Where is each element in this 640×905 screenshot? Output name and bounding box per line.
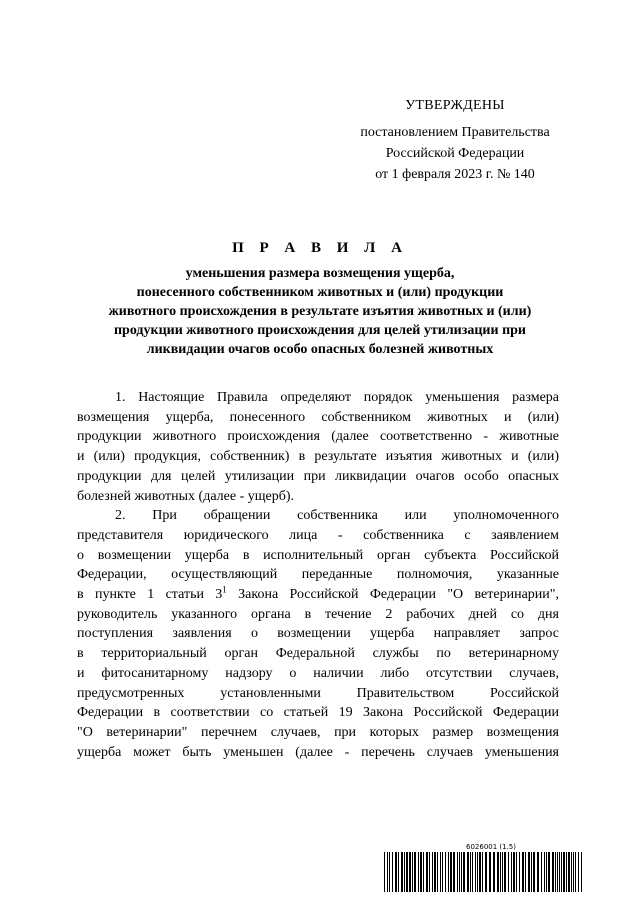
barcode-bar bbox=[511, 852, 512, 892]
line-text: Закона Российской Федерации "О ветеринарии", bbox=[226, 587, 559, 603]
barcode-bar bbox=[470, 852, 471, 892]
paragraph-line: Федерации в соответствии со статьей 19 Закона Российской Федерации bbox=[77, 705, 559, 721]
paragraph-2 bbox=[77, 506, 559, 762]
barcode-bar bbox=[448, 852, 449, 892]
subtitle-line: понесенного собственником животных и (или) продукции bbox=[136, 285, 504, 300]
paragraph-line: возмещения ущерба, понесенного собственником животных и (или) bbox=[77, 409, 559, 425]
barcode-bar bbox=[461, 852, 462, 892]
barcode-bar bbox=[525, 852, 526, 892]
barcode-bar bbox=[537, 852, 539, 892]
barcode-bar bbox=[485, 852, 487, 892]
barcode-bar bbox=[541, 852, 542, 892]
barcode bbox=[384, 843, 584, 893]
barcode-bar bbox=[528, 852, 530, 892]
barcode-bar bbox=[477, 852, 478, 892]
barcode-bar bbox=[546, 852, 547, 892]
paragraph-line: 2. При обращении собственника или уполномоченного bbox=[115, 508, 559, 524]
barcode-bar bbox=[429, 852, 430, 892]
barcode-bar bbox=[445, 852, 446, 892]
paragraph-line: продукции животного происхождения (далее соответственно - животные bbox=[77, 429, 559, 445]
barcode-bar bbox=[412, 852, 413, 892]
paragraph-line: Федерации, осуществляющий переданные полномочия, указанные bbox=[77, 567, 559, 583]
barcode-bar bbox=[489, 852, 491, 892]
approval-line: постановлением Правительства bbox=[360, 125, 550, 140]
approval-block bbox=[340, 95, 570, 185]
barcode-bar bbox=[387, 852, 388, 892]
barcode-bar bbox=[482, 852, 483, 892]
subtitle-line: уменьшения размера возмещения ущерба, bbox=[185, 266, 455, 281]
barcode-bar bbox=[548, 852, 550, 892]
paragraph-line: болезней животных (далее - ущерб). bbox=[77, 488, 295, 504]
barcode-bar bbox=[398, 852, 399, 892]
barcode-bar bbox=[442, 852, 443, 892]
document-body bbox=[77, 388, 559, 762]
barcode-bar bbox=[392, 852, 393, 892]
barcode-bar bbox=[389, 852, 390, 892]
document-subtitle bbox=[80, 264, 560, 359]
barcode-bar bbox=[423, 852, 424, 892]
paragraph-line: руководитель указанного органа в течение 2 рабочих дней со дня bbox=[77, 606, 559, 622]
barcode-bars bbox=[384, 852, 584, 892]
approval-heading: УТВЕРЖДЕНЫ bbox=[405, 98, 505, 113]
barcode-bar bbox=[406, 852, 408, 892]
paragraph-line bbox=[77, 585, 559, 605]
barcode-label: 6026001 (1.5) bbox=[466, 843, 516, 851]
barcode-bar bbox=[566, 852, 567, 892]
barcode-bar bbox=[552, 852, 554, 892]
barcode-bar bbox=[519, 852, 520, 892]
subtitle-line: ликвидации очагов особо опасных болезней животных bbox=[146, 342, 494, 357]
barcode-bar bbox=[479, 852, 481, 892]
paragraph-line: 1. Настоящие Правила определяют порядок уменьшения размера bbox=[115, 390, 559, 405]
barcode-bar bbox=[457, 852, 458, 892]
barcode-bar bbox=[418, 852, 419, 892]
barcode-bar bbox=[504, 852, 506, 892]
subtitle-line: животного происхождения в результате изъятия животных и (или) bbox=[108, 304, 532, 319]
barcode-bar bbox=[502, 852, 503, 892]
subtitle-line: продукции животного происхождения для целей утилизации при bbox=[113, 323, 526, 338]
barcode-bar bbox=[581, 852, 582, 892]
paragraph-line: и (или) продукция, собственник) в результате изъятия животных и (или) bbox=[77, 449, 559, 465]
approval-line: Российской Федерации bbox=[385, 146, 525, 161]
paragraph-line: поступления заявления о возмещении ущерба направляет запрос bbox=[77, 626, 559, 642]
barcode-bar bbox=[434, 852, 436, 892]
barcode-bar bbox=[555, 852, 556, 892]
barcode-bar bbox=[459, 852, 460, 892]
document-title: П Р А В И Л А bbox=[232, 240, 408, 256]
paragraph-line: "О ветеринарии" перечнем случаев, при которых размер возмещения bbox=[77, 724, 559, 740]
paragraph-line: о возмещении ущерба в исполнительный орган субъекта Российской bbox=[77, 547, 559, 563]
barcode-bar bbox=[571, 852, 572, 892]
barcode-bar bbox=[467, 852, 469, 892]
barcode-bar bbox=[513, 852, 515, 892]
barcode-bar bbox=[557, 852, 558, 892]
paragraph-line: и фитосанитарному надзору о наличии либо отсутствии случаев, bbox=[77, 665, 559, 681]
paragraph-line: предусмотренных установленными Правительством Российской bbox=[77, 685, 559, 701]
barcode-bar bbox=[453, 852, 455, 892]
barcode-bar bbox=[475, 852, 476, 892]
barcode-bar bbox=[578, 852, 579, 892]
barcode-bar bbox=[533, 852, 535, 892]
barcode-bar bbox=[493, 852, 495, 892]
barcode-bar bbox=[409, 852, 411, 892]
barcode-bar bbox=[404, 852, 405, 892]
barcode-bar bbox=[395, 852, 397, 892]
barcode-bar bbox=[500, 852, 501, 892]
paragraph-line: продукции для целей утилизации при ликвидации очагов особо опасных bbox=[77, 468, 559, 484]
barcode-bar bbox=[384, 852, 385, 892]
barcode-bar bbox=[450, 852, 452, 892]
barcode-bar bbox=[575, 852, 576, 892]
paragraph-line: в территориальный орган Федеральной службы по ветеринарному bbox=[77, 646, 559, 662]
line-text: в пункте 1 статьи 3 bbox=[77, 587, 223, 603]
barcode-bar bbox=[559, 852, 560, 892]
barcode-bar bbox=[497, 852, 499, 892]
barcode-bar bbox=[573, 852, 574, 892]
barcode-bar bbox=[544, 852, 545, 892]
barcode-bar bbox=[432, 852, 433, 892]
barcode-bar bbox=[516, 852, 517, 892]
barcode-bar bbox=[426, 852, 428, 892]
barcode-bar bbox=[472, 852, 473, 892]
barcode-bar bbox=[401, 852, 403, 892]
barcode-bar bbox=[463, 852, 465, 892]
barcode-bar bbox=[522, 852, 524, 892]
footnote-superscript: 1 bbox=[222, 584, 227, 595]
barcode-bar bbox=[568, 852, 570, 892]
barcode-bar bbox=[414, 852, 416, 892]
paragraph-1 bbox=[77, 388, 559, 506]
barcode-bar bbox=[563, 852, 565, 892]
barcode-bar bbox=[531, 852, 532, 892]
barcode-bar bbox=[437, 852, 438, 892]
approval-line: от 1 февраля 2023 г. № 140 bbox=[375, 167, 535, 182]
paragraph-line: представителя юридического лица - собственника с заявлением bbox=[77, 527, 559, 543]
paragraph-line: ущерба может быть уменьшен (далее - перечень случаев уменьшения bbox=[77, 744, 559, 760]
barcode-bar bbox=[440, 852, 441, 892]
barcode-bar bbox=[508, 852, 509, 892]
barcode-bar bbox=[420, 852, 422, 892]
barcode-bar bbox=[561, 852, 562, 892]
